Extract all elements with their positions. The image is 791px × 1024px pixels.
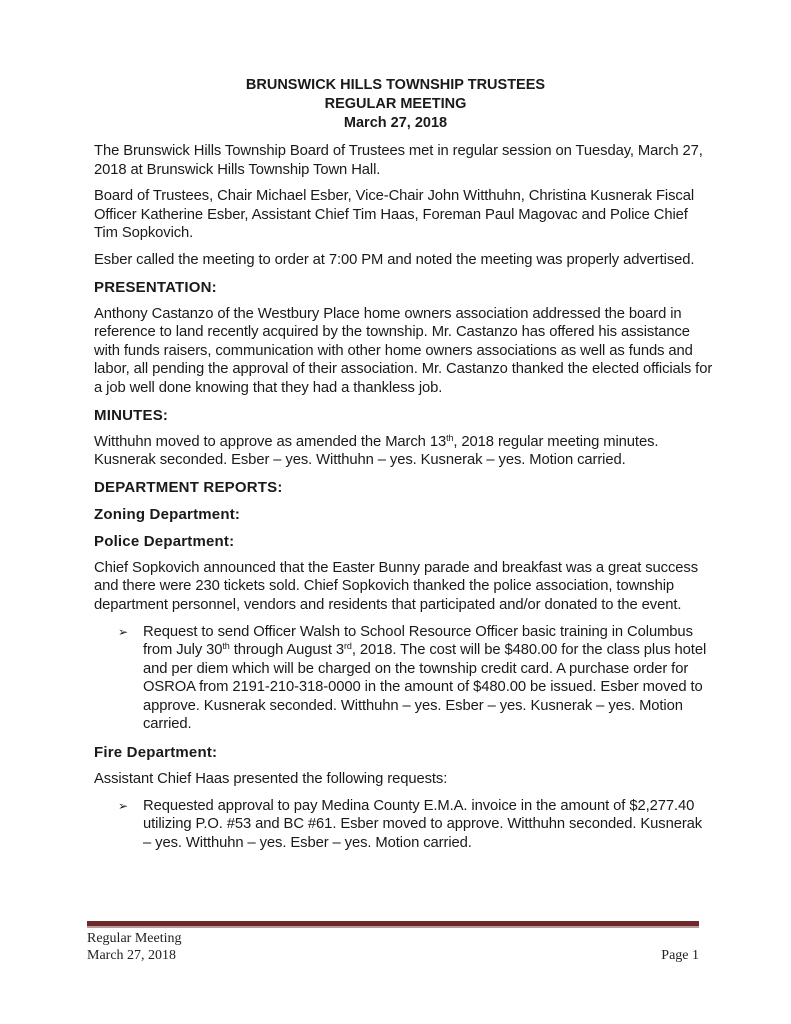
presentation-text: Anthony Castanzo of the Westbury Place home owners association addressed the board in reference to land recently acquired by the township. Mr. Castanzo has offered his assistance with funds raisers, communication with other home owners associations as well as funds and labor, all pending the approval of their association. Mr. Castanzo thanked the elected officials for a job well done knowing that they had a thankless job. bbox=[94, 305, 713, 396]
intro-paragraph-1: The Brunswick Hills Township Board of Trustees met in regular session on Tuesday, March 27, 2018 at Brunswick Hills Township Town Hall. bbox=[94, 143, 703, 178]
police-report-text: Chief Sopkovich announced that the Easter Bunny parade and breakfast was a great success and there were 230 tickets sold. Chief Sopkovich thanked the police association, township department personnel, vendors and residents that participated and/or donated to the event. bbox=[94, 559, 699, 613]
minutes-heading: MINUTES: bbox=[94, 406, 169, 424]
document-body bbox=[94, 142, 714, 861]
intro-paragraph-3: Esber called the meeting to order at 7:00 PM and noted the meeting was properly advertised. bbox=[94, 251, 695, 268]
presentation-heading: PRESENTATION: bbox=[94, 278, 217, 296]
title-line-2: REGULAR MEETING bbox=[324, 96, 467, 112]
police-request-item: ➢ Request to send Officer Walsh to School Resource Officer basic training in Columbus from July 30th through August 3rd, 2018. The cost will be $480.00 for the class plus hotel and per diem which will be charged on the township credit card. A purchase order for OSROA from 2191-210-318-0000 in the amount of $480.00 be issued. Esber moved to approve. Kusnerak seconded. Witthuhn – yes. Esber – yes. Kusnerak – yes. Motion carried. bbox=[118, 623, 707, 733]
fire-report-text: Assistant Chief Haas presented the following requests: bbox=[94, 771, 448, 788]
footer-date: March 27, 2018 bbox=[87, 948, 177, 963]
page-footer bbox=[87, 930, 699, 964]
zoning-department-heading: Zoning Department: bbox=[94, 505, 241, 523]
department-reports-heading: DEPARTMENT REPORTS: bbox=[94, 478, 283, 496]
fire-request-item: ➢ Requested approval to pay Medina County E.M.A. invoice in the amount of $2,277.40 utilizing P.O. #53 and BC #61. Esber moved to approve. Witthuhn seconded. Kusnerak – yes. Witthuhn – yes. Esber – yes. Motion carried. bbox=[118, 797, 703, 851]
police-department-heading: Police Department: bbox=[94, 532, 235, 550]
title-line-1: BRUNSWICK HILLS TOWNSHIP TRUSTEES bbox=[245, 77, 546, 93]
page-number: Page 1 bbox=[661, 948, 699, 963]
document-title bbox=[0, 76, 791, 133]
footer-meeting-label: Regular Meeting bbox=[87, 931, 182, 946]
intro-paragraph-2: Board of Trustees, Chair Michael Esber, Vice-Chair John Witthuhn, Christina Kusnerak Fiscal Officer Katherine Esber, Assistant Chief Tim Haas, Foreman Paul Magovac and Police Chief Tim Sopkovich. bbox=[94, 188, 695, 242]
arrow-bullet-icon: ➢ bbox=[118, 798, 128, 813]
footer-divider bbox=[87, 921, 699, 928]
minutes-text: Witthuhn moved to approve as amended the March 13th, 2018 regular meeting minutes. Kusnerak seconded. Esber – yes. Witthuhn – yes. Kusnerak – yes. Motion carried. bbox=[94, 432, 659, 469]
title-line-3: March 27, 2018 bbox=[343, 115, 448, 131]
arrow-bullet-icon: ➢ bbox=[118, 624, 128, 639]
fire-department-heading: Fire Department: bbox=[94, 744, 218, 762]
